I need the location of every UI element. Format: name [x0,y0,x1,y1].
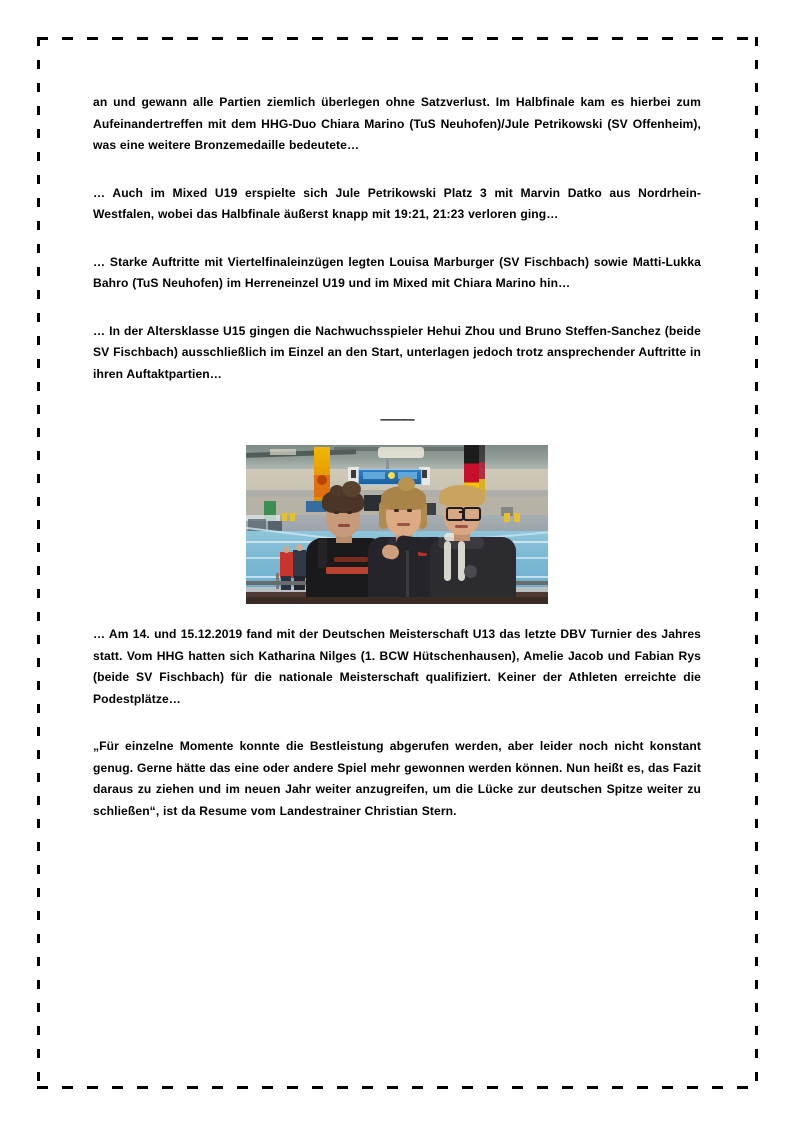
athlete-2-hair-bun [398,477,415,491]
scoreboard-side-left-inner [351,470,356,478]
floor-marker-2 [514,513,520,522]
athlete-2-mouth [397,523,410,526]
paragraph-3: … Starke Auftritte mit Viertelfinaleinzügen legten Louisa Marburger (SV Fischbach) sowie Matti-Lukka Bahro (TuS Neuhofen) im Herreneinzel U19 und im Mixed mit Chiara Marino hin… [93,254,701,290]
glasses-icon-right-lens [463,507,481,521]
floor-marker-3 [282,513,287,521]
page-border-right [755,37,758,1089]
section-separator: ——— [380,412,414,426]
spectator-2-body [293,550,306,578]
athlete-3-hair [439,485,485,506]
athlete-1-shirt-logo-upper [334,557,368,562]
spectator-1-head [283,546,290,553]
ceiling-light [378,447,424,458]
scoreboard-side-right-inner [422,470,427,478]
athlete-1-strap [318,538,327,568]
page-border-top [37,37,758,40]
shuttlecock-logo-icon [388,472,395,479]
athlete-1-eye-right [347,511,352,514]
document-content [93,92,701,822]
athlete-2-eye-left [394,509,399,512]
page-border-bottom [37,1086,758,1089]
photo-container [93,445,701,604]
spectator-2-head [296,544,303,551]
glasses-icon-left-lens [446,507,464,521]
athlete-1-mouth [338,524,350,527]
athlete-3-hood-string-left [444,541,451,581]
floor-marker-4 [290,513,295,521]
athlete-3-hood-string-right [458,541,465,581]
floor-marker-1 [504,513,510,522]
team-photo [246,445,548,604]
photo-foreground-shadow [246,597,548,604]
paragraph-1: an und gewann alle Partien ziemlich überlegen ohne Satzverlust. Im Halbfinale kam es hierbei zum Aufeinandertreffen mit dem HHG-Duo Chiara Marino (TuS Neuhofen)/Jule Petrikowski (SV Offenheim), was eine weitere Bronzemedaille bedeutete… [93,95,701,152]
paragraph-6-quote: „Für einzelne Momente konnte die Bestleistung abgerufen werden, aber leider noch nicht konstant genug. Gerne hätte das eine oder andere Spiel mehr gewonnen werden können. Nun heißt es, das Fazit daraus zu ziehen und im neuen Jahr weiter anzugreifen, um die Lücke zur deutschen Spitze weiter zu schließen“, ist da Resume vom Landestrainer Christian Stern. [93,739,701,818]
german-flag-banner-2 [479,445,485,495]
banner-logo [317,475,327,485]
paragraph-2: … Auch im Mixed U19 erspielte sich Jule Petrikowski Platz 3 mit Marvin Datko aus Nordrhein-Westfalen, wobei das Halbfinale äußerst knapp mit 19:21, 21:23 verloren ging… [93,185,701,221]
athlete-1-eye-left [334,511,339,514]
athlete-2-eye-right [407,509,412,512]
glasses-icon-bridge [459,511,464,513]
paragraph-4: … In der Altersklasse U15 gingen die Nachwuchsspieler Hehui Zhou und Bruno Steffen-Sanchez (beide SV Fischbach) ausschließlich im Einzel an den Start, unterlagen jedoch trotz ansprechender Auftritte in ihren Auftaktpartien… [93,323,701,381]
page-border-left [37,37,40,1089]
ceiling-light-2 [270,449,296,455]
spectator-1-body [280,552,293,578]
paragraph-5: … Am 14. und 15.12.2019 fand mit der Deutschen Meisterschaft U13 das letzte DBV Turnier des Jahres statt. Vom HHG hatten sich Katharina Nilges (1. BCW Hütschenhausen), Amelie Jacob und Fabian Rys (beide SV Fischbach) für die nationale Meisterschaft qualifiziert. Keiner der Athleten erreichte die Podestplätze… [93,627,701,706]
scoreboard-panel-left [363,472,385,479]
athlete-1-shirt-logo [326,567,374,574]
athlete-3-badge [464,565,477,578]
athlete-3-mouth [455,525,468,528]
athlete-1-hair-bun [342,481,361,497]
